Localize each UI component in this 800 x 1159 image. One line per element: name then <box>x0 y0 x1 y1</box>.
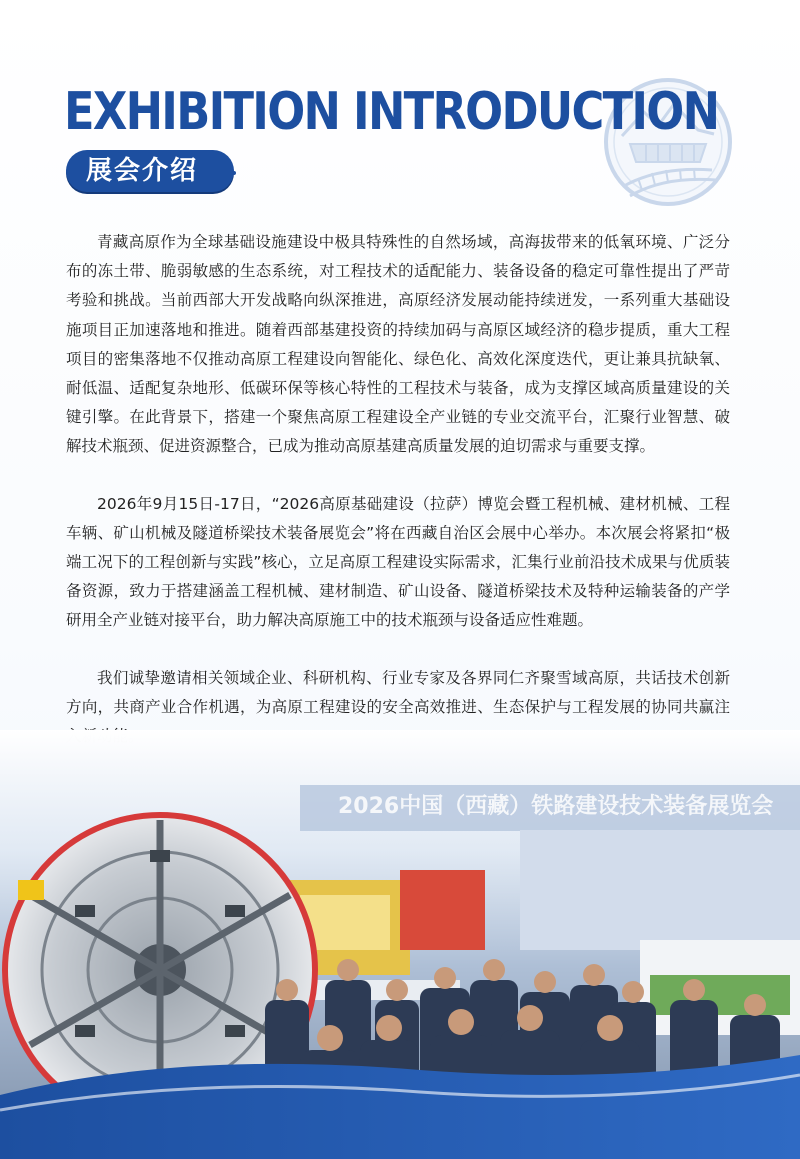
paragraph-3: 我们诚挚邀请相关领域企业、科研机构、行业专家及各界同仁齐聚雪域高原，共话技术创新方向，共商产业合作机遇，为高原工程建设的安全高效推进、生态保护与工程发展的协同共赢注 <box>66 668 730 716</box>
section-title-cn: 展会介绍 <box>86 156 199 186</box>
pill-dot <box>232 171 236 175</box>
paragraph-2: 2026年9月15日-17日，“2026高原基础建设（拉萨）博览会暨工程机械、建材机械、工程车辆、矿山机械及隧道桥梁技术装备展览会”将在西藏自治区会展中心举办。本次展会将紧扣“极端工况下的工程创新与实践”核心，立足高原工程建设实际需求，汇集行业前沿技术成果与优质装备资源，致力于搭建涵盖工程机械、建材制造、矿山设备、隧道桥梁技术及特种运输装备的产学研用全产业链对接平台，助力解决高原施工中的技术瓶颈与设备适应性难题。 <box>66 494 730 630</box>
paragraph-1: 青藏高原作为全球基础设施建设中极具特殊性的自然场域，高海拔带来的低氧环境、广泛分布的冻土带、脆弱敏感的生态系统，对工程技术的适配能力、装备设备的稳定可靠性提出了严苛考验和挑战。当前西部大开发战略向纵深推进，高原经济发展动能持续迸发，一系列重大基础设施项目正加速落地和推进。随着西部基建投资的持续加码与高原区域经济的稳步提质，重大工程项目的密集落地不仅推动高原工程建设向智能化、绿色化、高效化深度迭代，更让兼具抗缺氧、耐低温、适配复杂地形、低碳环保等核心特性的工程技术与装备，成为支撑区域高质量建设的关键引擎。在此背景下，搭建一个聚焦高原工程建设全产业链的专业交流平台，汇聚行业智慧、破解技术瓶颈、促进资源整合，已成为推动高原基建高质量发展的迫切需求与重要支撑。 <box>66 233 730 456</box>
photo-banner-text: 2026中国（西藏）铁路建设技术装备展览会 <box>338 794 774 819</box>
intro-text <box>66 228 730 779</box>
page-title-en: EXHIBITION INTRODUCTION <box>64 82 719 142</box>
exhibition-photo <box>0 730 800 1159</box>
